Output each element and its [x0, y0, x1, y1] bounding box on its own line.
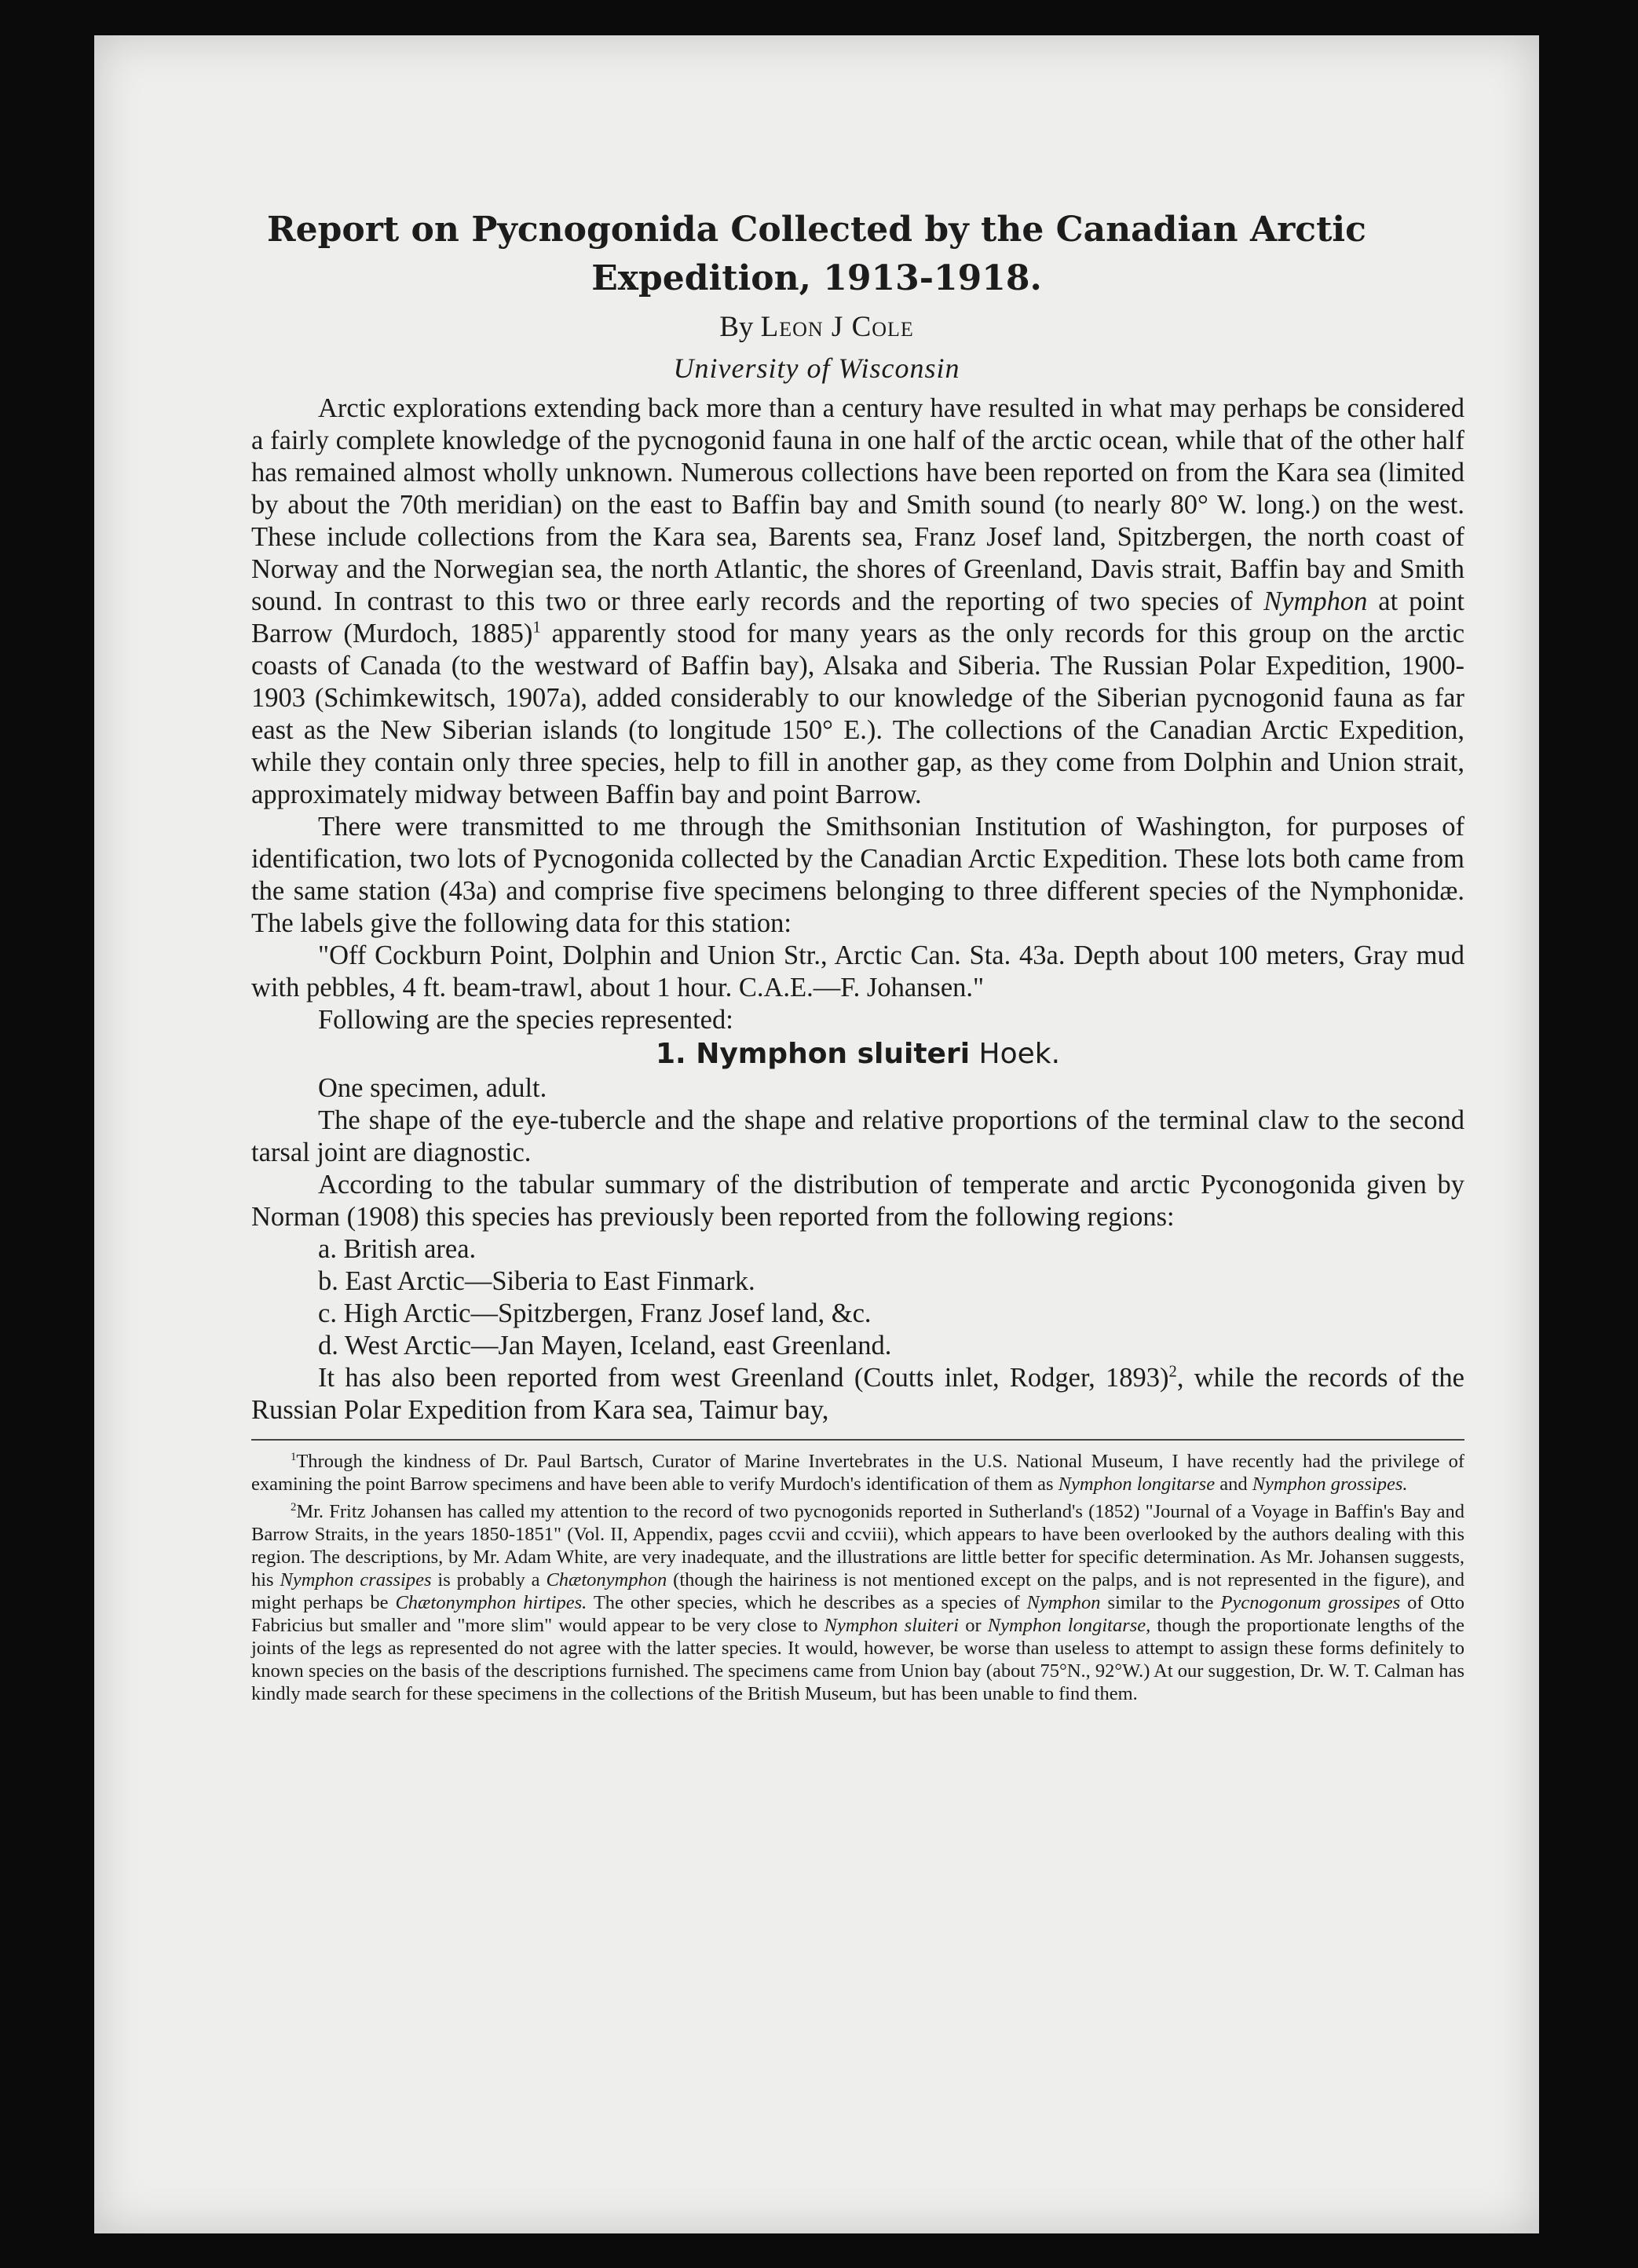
region-list — [251, 1233, 1464, 1362]
author-name: Leon J Cole — [760, 311, 914, 343]
footnote-2-conj: or — [965, 1615, 982, 1636]
species-name: Nymphon sluiteri — [824, 1615, 960, 1636]
footnote-marker-1: 1 — [291, 1450, 297, 1463]
affiliation: University of Wisconsin — [673, 352, 960, 384]
footnote-2-text: is probably a — [437, 1569, 540, 1591]
station-quote: "Off Cockburn Point, Dolphin and Union Str., Arctic Can. Sta. 43a. Depth about 100 meters, Gray mud with pebbles, 4 ft. beam-trawl, about 1 hour. C.A.E.—F. Johansen." — [251, 940, 1464, 1003]
paragraph-1 — [251, 393, 1464, 811]
footnote-2-text: (though the hairiness is not mentioned except on the palps, and is not represented in the figure), and might perhaps be — [251, 1569, 1465, 1613]
article-body — [251, 393, 1464, 1710]
footnote-divider — [251, 1439, 1464, 1441]
species-name: Nymphon crassipes — [280, 1569, 432, 1591]
footnote-ref-2: 2 — [1168, 1363, 1177, 1381]
paragraph-4: Following are the species represented: — [318, 1005, 733, 1035]
region-item: c. High Arctic—Spitzbergen, Franz Josef land, &c. — [318, 1298, 872, 1328]
species-name: Chætonymphon hirtipes. — [395, 1592, 587, 1613]
species-heading — [251, 1036, 1464, 1072]
footnote-2-text: Mr. Fritz Johansen has called my attention to the record of two pycnogonids reported in Sutherland's (1852) "Journal of a Voyage in Baffin's Bay and Barrow Straits, in the years 1850-1851" (Vol. II, Appendix, pages ccvii and ccviii), which appears to have been overlooked by the authors dealing with this region. The descriptions, by Mr. Adam White, are very inadequate, and the illustrations are little better for specific determination. As Mr. Johansen suggests, his — [251, 1501, 1464, 1591]
paragraph-1-text: Arctic explorations extending back more than a century have resulted in what may perhaps be considered a fairly complete knowledge of the pycnogonid fauna in one half of the arctic ocean, while that of the other half has remained almost wholly unknown. Numerous collections have been reported on from the Kara sea (limited by about the 70th meridian) on the east to Baffin bay and Smith sound (to nearly 80° W. long.) on the west. These include collections from the Kara sea, Barents sea, Franz Josef land, Spitzbergen, the north coast of Norway and the Norwegian sea, the north Atlantic, the shores of Greenland, Davis strait, Baffin bay and Smith sound. In contrast to this two or three early records and the reporting of two species of — [251, 393, 1464, 616]
paragraph-2: There were transmitted to me through the Smithsonian Institution of Washington, for purposes of identification, two lots of Pycnogonida collected by the Canadian Arctic Expedition. These lots both came from the same station (43a) and comprise five specimens belonging to three different species of the Nymphonidæ. The labels give the following data for this station: — [251, 812, 1464, 938]
footnote-2-text: of Otto Fabricius but smaller and "more slim" would appear to be very close to — [251, 1592, 1465, 1636]
species-name: Nymphon — [1026, 1592, 1101, 1613]
paragraph-1-cont: at point Barrow (Murdoch, 1885) — [251, 586, 1465, 648]
genus-name: Nymphon — [1263, 586, 1368, 616]
document-page — [94, 35, 1539, 2233]
footnote-2-text: The other species, which he describes as a species of — [593, 1592, 1020, 1613]
footnote-1-conj: and — [1219, 1474, 1248, 1495]
footnote-1-text: Through the kindness of Dr. Paul Bartsch, Curator of Marine Invertebrates in the U.S. National Museum, I have recently had the privilege of examining the point Barrow specimens and have been able to verify Murdoch's identification of them as — [251, 1451, 1464, 1495]
footnote-2 — [251, 1500, 1464, 1705]
region-item: d. West Arctic—Jan Mayen, Iceland, east Greenland. — [318, 1331, 892, 1360]
species-heading-author: Hoek. — [978, 1038, 1061, 1070]
species-name: Nymphon longitarse, — [987, 1615, 1151, 1636]
title-line-1: Report on Pycnogonida Collected by the Canadian Arctic — [267, 210, 1366, 250]
species-name: Nymphon grossipes. — [1252, 1474, 1408, 1495]
region-item: a. British area. — [318, 1234, 477, 1264]
paragraph-8-rest: , while the records of the Russian Polar Expedition from Kara sea, Taimur bay, — [251, 1363, 1464, 1425]
species-heading-name: 1. Nymphon sluiteri — [655, 1038, 971, 1070]
byline — [94, 310, 1539, 344]
species-name: Nymphon longitarse — [1058, 1474, 1216, 1495]
footnotes — [251, 1450, 1464, 1705]
species-name: Chætonymphon — [546, 1569, 667, 1591]
paragraph-1-rest: apparently stood for many years as the only records for this group on the arctic coasts of Canada (to the westward of Baffin bay), Alsaka and Siberia. The Russian Polar Expedition, 1900-1903 (Schimkewitsch, 1907a), added considerably to our knowledge of the Siberian pycnogonid fauna as far east as the New Siberian islands (to longitude 150° E.). The collections of the Canadian Arctic Expedition, while they contain only three species, help to fill in another gap, as they come from Dolphin and Union strait, approximately midway between Baffin bay and point Barrow. — [251, 619, 1465, 809]
paragraph-8-text: It has also been reported from west Greenland (Coutts inlet, Rodger, 1893) — [318, 1363, 1169, 1393]
footnote-2-text: similar to the — [1107, 1592, 1214, 1613]
paragraph-5: One specimen, adult. — [318, 1073, 547, 1103]
paragraph-7: According to the tabular summary of the distribution of temperate and arctic Pyconogonida given by Norman (1908) this species has previously been reported from the following regions: — [251, 1170, 1464, 1232]
byline-prefix: By — [719, 311, 754, 343]
region-item: b. East Arctic—Siberia to East Finmark. — [318, 1266, 755, 1296]
footnote-2-text: though the proportionate lengths of the joints of the legs as represented do not agree with the latter species. It would, however, be worse than useless to attempt to assign these forms definitely to known species on the basis of the descriptions furnished. The specimens came from Union bay (about 75°N., 92°W.) At our suggestion, Dr. W. T. Calman has kindly made search for these specimens in the collections of the British Museum, but has been unable to find them. — [251, 1615, 1465, 1704]
paragraph-8 — [251, 1362, 1464, 1426]
paragraph-6: The shape of the eye-tubercle and the shape and relative proportions of the terminal claw to the second tarsal joint are diagnostic. — [251, 1105, 1464, 1167]
footnote-1 — [251, 1450, 1464, 1496]
footnote-marker-2: 2 — [291, 1500, 297, 1514]
title-line-2: Expedition, 1913-1918. — [591, 258, 1042, 298]
species-name: Pycnogonum grossipes — [1220, 1592, 1401, 1613]
footnote-ref-1: 1 — [532, 619, 541, 637]
